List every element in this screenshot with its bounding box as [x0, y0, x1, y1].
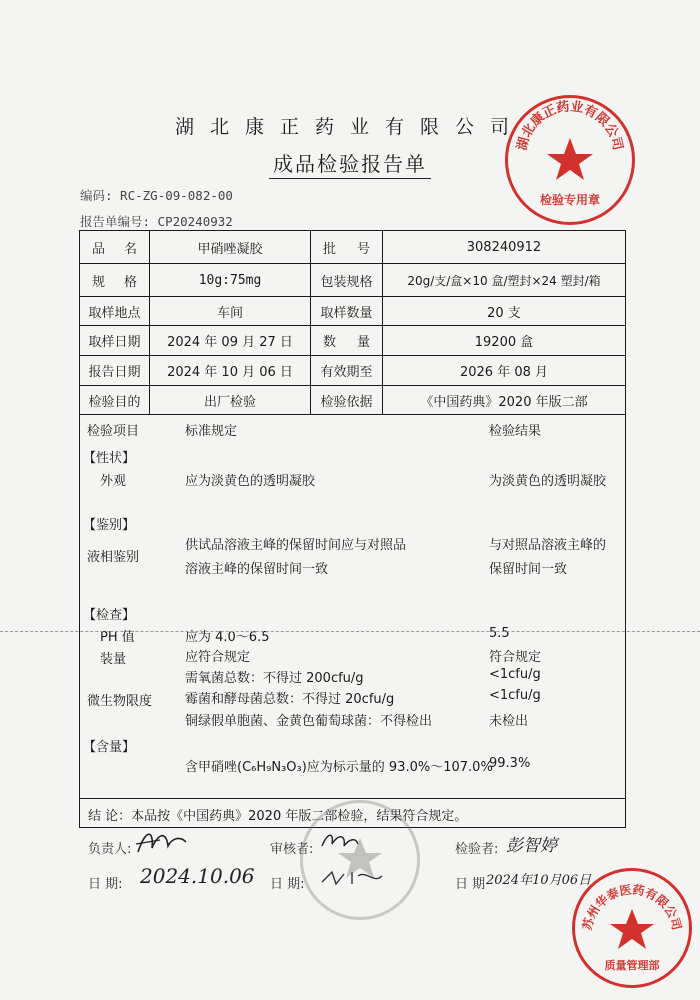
section-character: 【性状】 [83, 451, 136, 466]
ph-label: PH 值 [100, 630, 135, 645]
date-label-inspector: 日 期 [455, 877, 486, 892]
label-product: 品 名 [92, 241, 137, 257]
ph-standard: 应为 4.0～6.5 [185, 630, 270, 645]
faint-seal [300, 800, 420, 920]
appearance-label: 外观 [100, 474, 127, 489]
header-standard: 标准规定 [185, 424, 238, 439]
date-label-reviewer: 日 期: [270, 877, 305, 892]
inspector-signature: 彭智婷 [506, 836, 557, 856]
label-amount: 数 量 [323, 335, 370, 350]
svg-text:检验专用章: 检验专用章 [539, 193, 601, 207]
conclusion-divider [79, 798, 626, 799]
value-product: 甲硝唑凝胶 [197, 241, 263, 257]
date-value-inspector: 2024年10月06日 [486, 873, 592, 888]
reviewer-label: 审核者: [270, 842, 314, 857]
value-qty: 20 支 [487, 305, 521, 321]
header-item: 检验项目 [87, 424, 140, 439]
company-name: 湖北康正药业有限公司 [174, 116, 525, 138]
hplc-result-line1: 与对照品溶液主峰的 [489, 538, 607, 553]
hplc-label: 液相鉴别 [87, 550, 140, 565]
svg-text:湖北康正药业有限公司: 湖北康正药业有限公司 [514, 99, 626, 152]
svg-text:质量管理部: 质量管理部 [604, 959, 660, 972]
responsible-label: 负责人: [88, 842, 132, 857]
microbial-label: 微生物限度 [87, 694, 153, 709]
conclusion: 结 论：本品按《中国药典》2020 年版二部检验，结果符合规定。 [88, 809, 468, 824]
value-purpose: 出厂检验 [203, 394, 256, 410]
hplc-standard-line1: 供试品溶液主峰的保留时间应与对照品 [185, 538, 407, 553]
label-site: 取样地点 [88, 305, 141, 321]
fill-result: 符合规定 [489, 650, 542, 665]
report-title: 成品检验报告单 [0, 148, 700, 177]
quality-seal [572, 868, 692, 988]
value-spec: 10g:75mg [198, 272, 262, 288]
section-content: 【含量】 [83, 740, 136, 755]
hplc-standard-line2: 溶液主峰的保留时间一致 [185, 562, 329, 577]
hplc-result-line2: 保留时间一致 [489, 562, 568, 577]
value-basis: 《中国药典》2020 年版二部 [420, 394, 588, 410]
date-value-responsible: 2024.10.06 [140, 864, 255, 888]
content-result: 99.3% [489, 756, 531, 771]
value-pack: 20g/支/盒×10 盒/塑封×24 塑封/箱 [407, 273, 601, 288]
label-purpose: 检验目的 [88, 394, 141, 410]
label-sample-date: 取样日期 [88, 335, 141, 350]
inspection-seal [505, 95, 635, 225]
value-batch: 308240912 [466, 239, 542, 255]
row-divider [79, 414, 626, 415]
value-amount: 19200 盒 [474, 335, 534, 350]
label-expiry: 有效期至 [320, 365, 373, 380]
label-batch: 批 号 [323, 241, 370, 257]
inspector-label: 检验者: [455, 842, 499, 857]
appearance-standard: 应为淡黄色的透明凝胶 [185, 474, 316, 489]
microbial-result-1: <1cfu/g [489, 667, 541, 682]
header-result: 检验结果 [489, 424, 542, 439]
ph-result: 5.5 [489, 626, 510, 641]
microbial-result-2: <1cfu/g [489, 688, 541, 703]
microbial-standard-3: 铜绿假单胞菌、金黄色葡萄球菌：不得检出 [185, 714, 433, 729]
fold-line [0, 631, 700, 632]
fill-standard: 应符合规定 [185, 650, 251, 665]
label-spec: 规 格 [92, 274, 137, 290]
fill-label: 装量 [100, 652, 127, 667]
report-number: 报告单编号: CP20240932 [80, 214, 233, 229]
section-identification: 【鉴别】 [83, 518, 136, 533]
date-label-responsible: 日 期: [88, 877, 123, 892]
label-qty: 取样数量 [320, 305, 373, 321]
value-sample-date: 2024 年 09 月 27 日 [167, 335, 293, 350]
section-check: 【检查】 [83, 608, 136, 623]
content-standard: 含甲硝唑(C₆H₉N₃O₃)应为标示量的 93.0%～107.0% [185, 760, 493, 775]
responsible-signature [132, 820, 192, 860]
microbial-standard-2: 霉菌和酵母菌总数：不得过 20cfu/g [185, 692, 395, 707]
svg-text:苏州华泰医药有限公司: 苏州华泰医药有限公司 [580, 882, 684, 932]
label-pack: 包装规格 [320, 274, 373, 290]
value-expiry: 2026 年 08 月 [459, 365, 549, 380]
microbial-standard-1: 需氧菌总数：不得过 200cfu/g [185, 671, 364, 686]
value-report-date: 2024 年 10 月 06 日 [167, 365, 293, 380]
label-basis: 检验依据 [320, 394, 373, 410]
microbial-result-3: 未检出 [489, 714, 529, 729]
label-report-date: 报告日期 [88, 365, 141, 380]
value-site: 车间 [216, 305, 243, 321]
document-code: 编码: RC-ZG-09-082-00 [80, 188, 233, 203]
appearance-result: 为淡黄色的透明凝胶 [489, 474, 607, 489]
